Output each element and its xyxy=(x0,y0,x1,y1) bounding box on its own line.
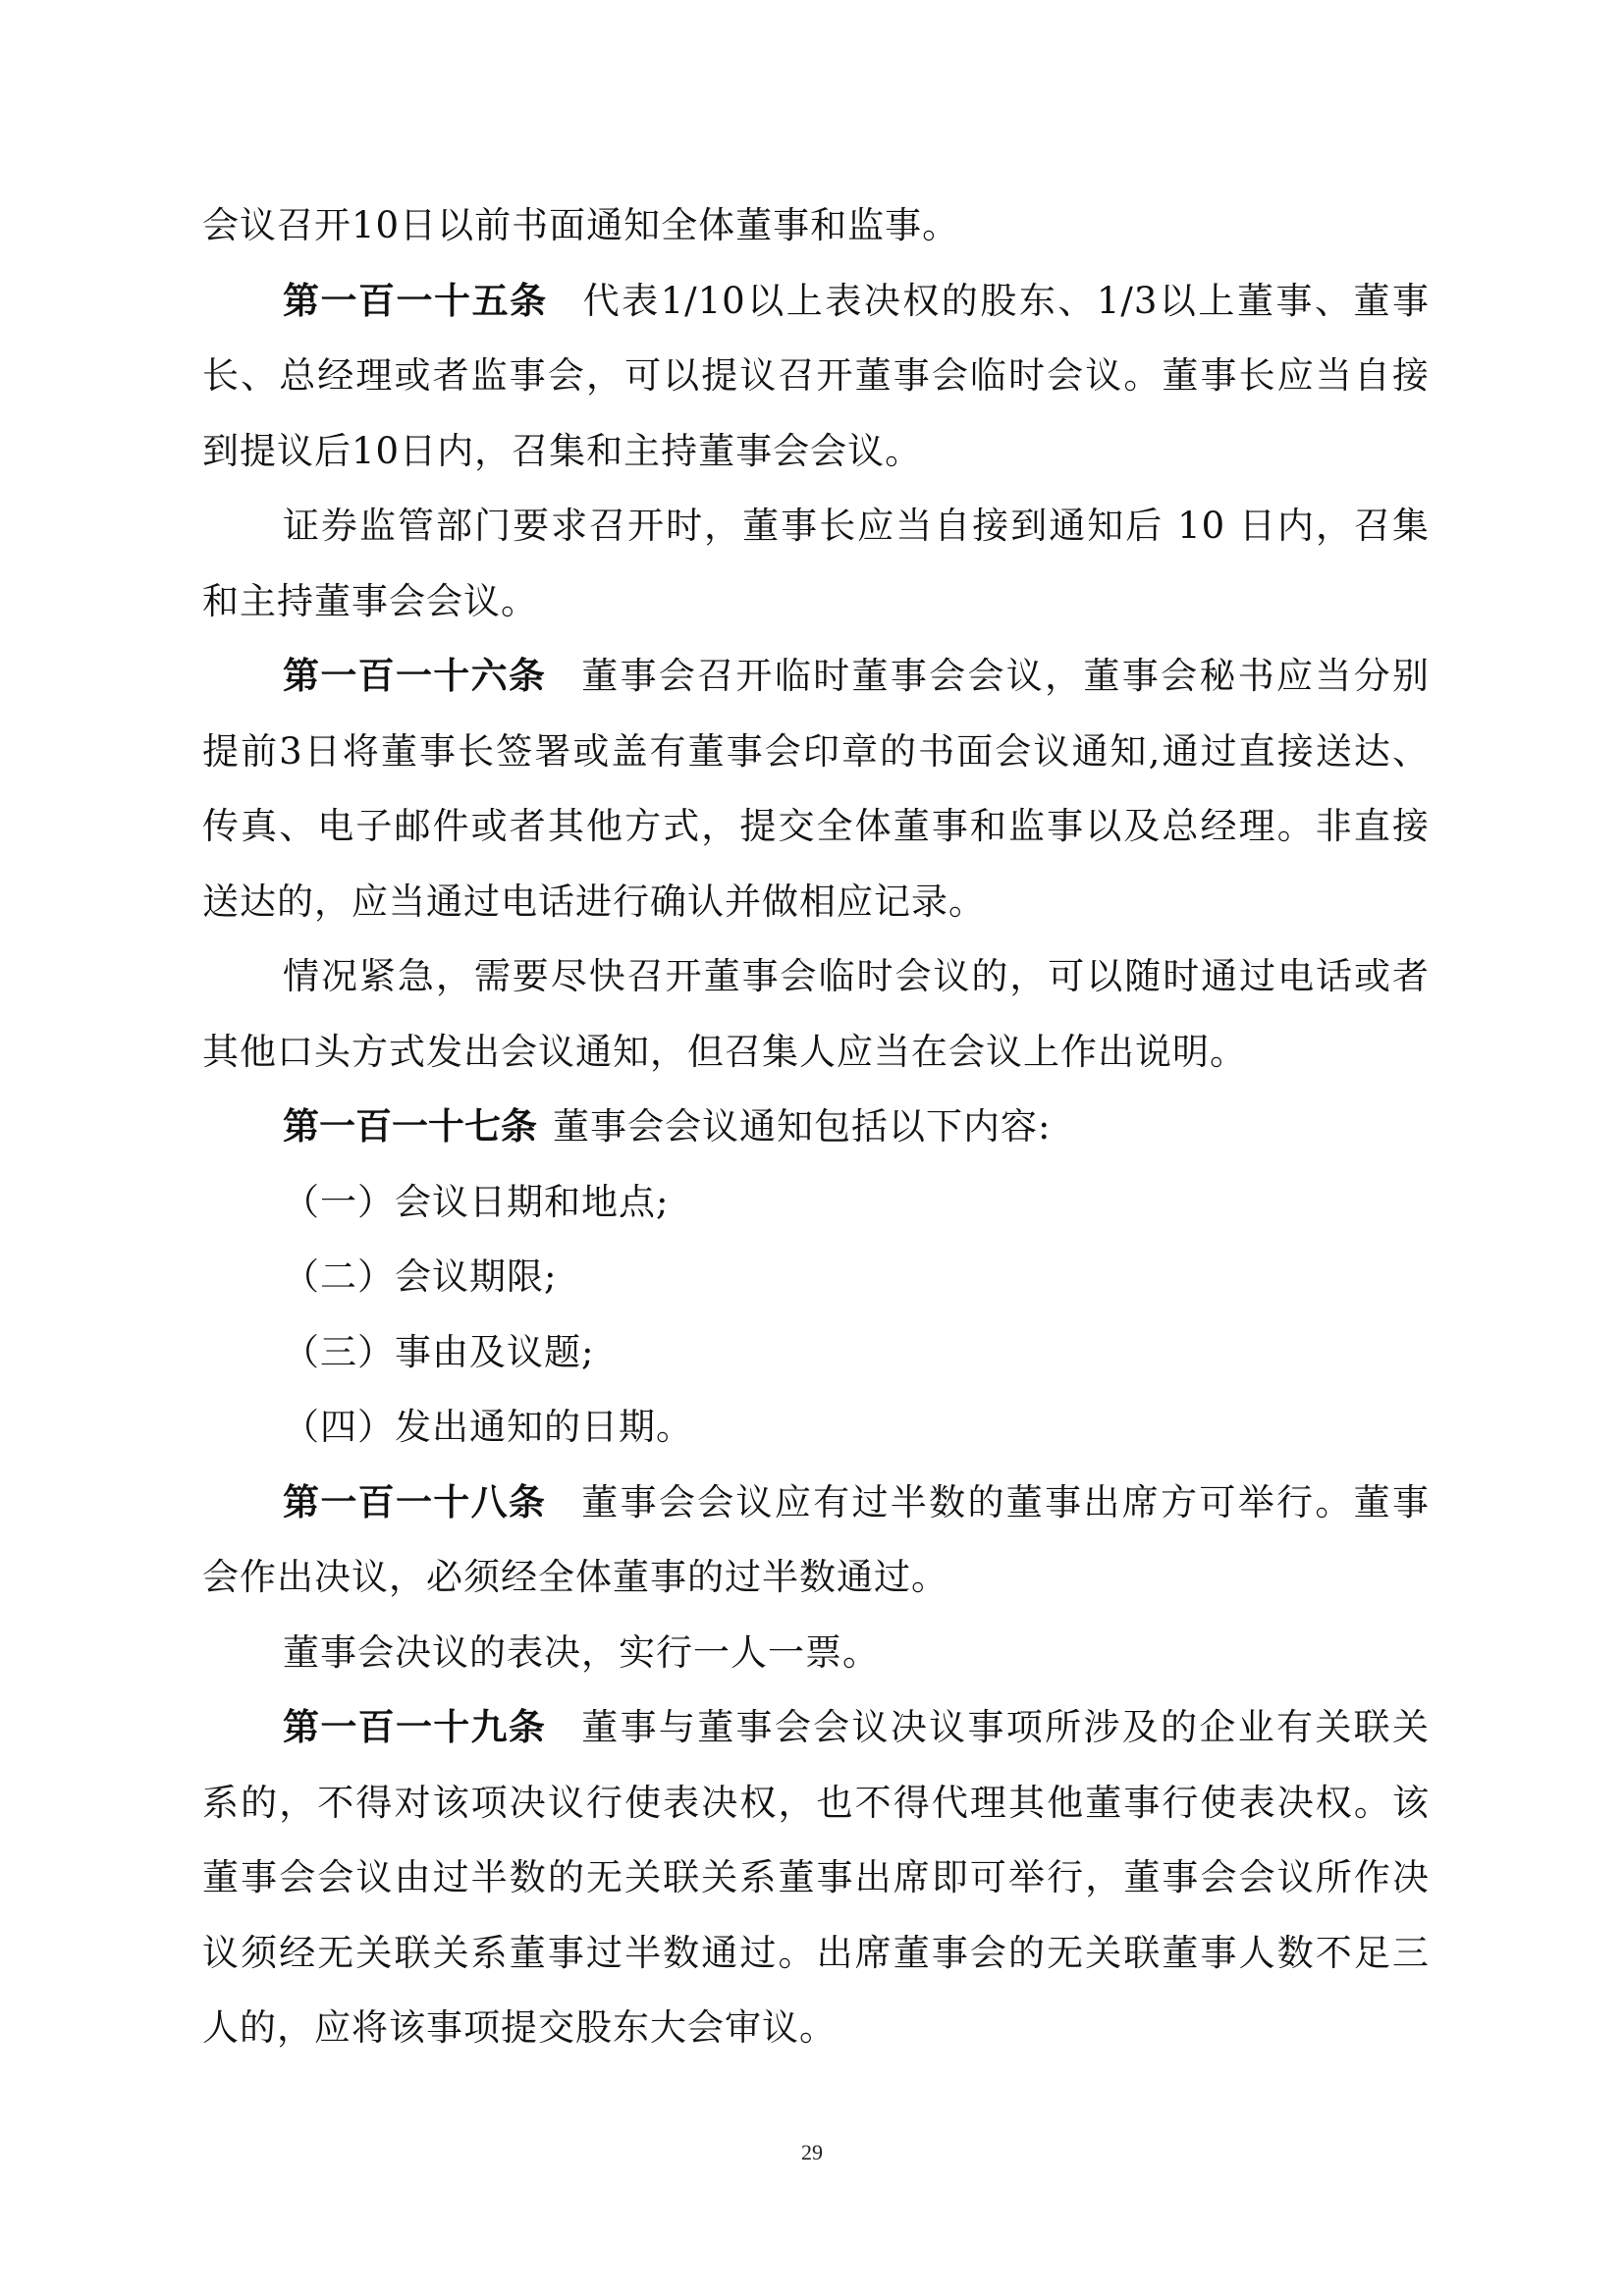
paragraph-text: 董事会决议的表决，实行一人一票。 xyxy=(283,1630,880,1674)
paragraph-text: （一）会议日期和地点; xyxy=(283,1180,670,1223)
paragraph-text: 证券监管部门要求召开时，董事长应当自接到通知后 10 日内，召集和主持董事会会议。 xyxy=(202,505,1430,622)
article-number: 第一百一十九条 xyxy=(283,1706,547,1748)
article-paragraph xyxy=(202,1090,1430,1165)
paragraph-text: 董事会召开临时董事会会议，董事会秘书应当分别提前3日将董事长签署或盖有董事会印章的书面会议通知,通过直接送达、传真、电子邮件或者其他方式，提交全体董事和监事以及总经理。非直接送达的，应当通过电话进行确认并做相应记录。 xyxy=(202,655,1430,923)
article-paragraph xyxy=(202,1466,1430,1616)
article-paragraph xyxy=(202,1690,1430,2066)
document-body xyxy=(202,188,1430,2066)
article-number: 第一百一十六条 xyxy=(283,655,547,697)
body-paragraph xyxy=(202,939,1430,1090)
body-paragraph xyxy=(202,1315,1430,1391)
article-number: 第一百一十七条 xyxy=(283,1105,537,1148)
paragraph-text: （二）会议期限; xyxy=(283,1255,558,1298)
article-number: 第一百一十五条 xyxy=(283,279,548,322)
paragraph-text: 董事会会议通知包括以下内容: xyxy=(553,1105,1052,1148)
paragraph-text: 董事与董事会会议决议事项所涉及的企业有关联关系的，不得对该项决议行使表决权，也不得代理其他董事行使表决权。该董事会会议由过半数的无关联关系董事出席即可举行，董事会会议所作决议须经无关联关系董事过半数通过。出席董事会的无关联董事人数不足三人的，应将该事项提交股东大会审议。 xyxy=(202,1706,1430,2049)
page-number: 29 xyxy=(801,2140,823,2164)
body-paragraph xyxy=(202,1165,1430,1241)
paragraph-text: 董事会会议应有过半数的董事出席方可举行。董事会作出决议，必须经全体董事的过半数通过。 xyxy=(202,1480,1430,1598)
body-paragraph xyxy=(202,1390,1430,1466)
article-paragraph xyxy=(202,639,1430,939)
paragraph-text: 代表1/10以上表决权的股东、1/3以上董事、董事长、总经理或者监事会，可以提议召开董事会临时会议。董事长应当自接到提议后10日内，召集和主持董事会会议。 xyxy=(202,279,1431,472)
body-paragraph xyxy=(202,188,1430,264)
paragraph-text: （四）发出通知的日期。 xyxy=(283,1406,693,1448)
paragraph-text: 情况紧急，需要尽快召开董事会临时会议的，可以随时通过电话或者其他口头方式发出会议通知，但召集人应当在会议上作出说明。 xyxy=(202,955,1430,1073)
body-paragraph xyxy=(202,1240,1430,1315)
article-paragraph xyxy=(202,264,1430,490)
paragraph-text: 会议召开10日以前书面通知全体董事和监事。 xyxy=(202,204,960,246)
paragraph-text: （三）事由及议题; xyxy=(283,1330,595,1373)
body-paragraph xyxy=(202,1616,1430,1691)
article-number: 第一百一十八条 xyxy=(283,1480,547,1523)
body-paragraph xyxy=(202,489,1430,639)
